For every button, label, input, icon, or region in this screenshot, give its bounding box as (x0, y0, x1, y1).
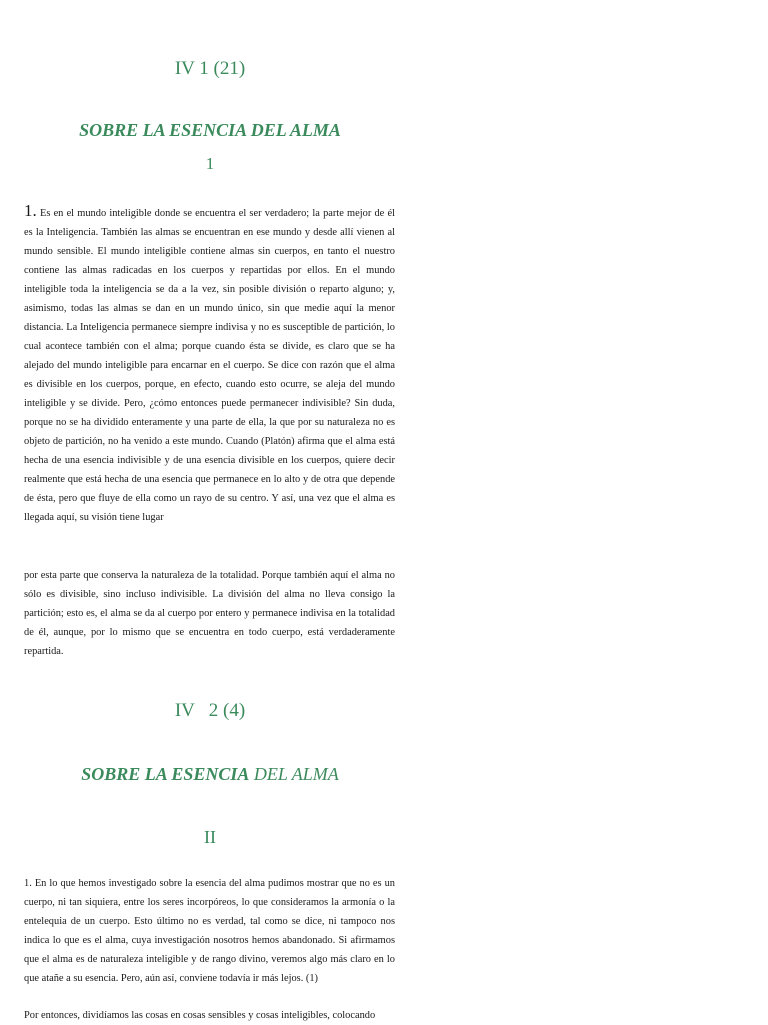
paragraph-marker: 1. (24, 878, 32, 889)
section2-title-rest: DEL ALMA (249, 764, 339, 784)
section2-title-bold: SOBRE LA ESENCIA (81, 764, 250, 784)
section1-paragraph-1 (24, 201, 395, 527)
section2-paragraph-1 (24, 874, 395, 988)
paragraph-text: Es en el mundo inteligible donde se encuentra el ser verdadero; la parte mejor de él es la Inteligencia. También las almas se encuentran en ese mundo y desde allí vienen al mundo sensible. El mundo inteligible contiene almas sin cuerpos, en tanto el nuestro contiene las almas radicadas en los cuerpos y repartidas por ellos. En el mundo inteligible toda la inteligencia se da a la vez, sin posible división o reparto alguno; y, asimismo, todas las almas se dan en un mundo único, sin que medie aquí la menor distancia. La Inteligencia permanece siempre indivisa y no es susceptible de partición, lo cual acontece también con el alma; porque cuando ésta se divide, es claro que se ha alejado del mundo inteligible para encarnar en el cuerpo. Se dice con razón que el alma es divisible en los cuerpos, porque, en efecto, cuando esto ocurre, se aleja del mundo inteligible y se divide. Pero, ¿cómo entonces puede permanecer indivisible? Sin duda, porque no se ha dividido enteramente y una parte de ella, la que por su naturaleza no es objeto de partición, no ha venido a este mundo. Cuando (Platón) afirma que el alma está hecha de una esencia indivisible y de una esencia divisible en los cuerpos, quiere decir realmente que está hecha de una esencia que permanece en lo alto y de otra que depende de ésta, pero que fluye de ella como un rayo de su centro. Y así, una vez que el alma es llegada aquí, su visión tiene lugar (24, 208, 395, 523)
section2-title (0, 764, 420, 785)
section1-paragraph-2: por esta parte que conserva la naturaleza de la totalidad. Porque también aquí el alma no sólo es divisible, sino incluso indivisible. La división del alma no lleva consigo la partición; esto es, el alma se da al cuerpo por entero y permanece indivisa en la totalidad de él, aunque, por lo mismo que se encuentra en todo cuerpo, está verdaderamente repartida. (24, 570, 395, 657)
section1-title: SOBRE LA ESENCIA DEL ALMA (79, 120, 341, 140)
paragraph-text: En lo que hemos investigado sobre la esencia del alma pudimos mostrar que no es un cuerpo, ni tan siquiera, entre los seres incorpóreos, lo que consideramos la armonía o la entelequia de un cuerpo. Esto último no es verdad, tal como se dice, ni tampoco nos indica lo que es el alma, cuya investigación nosotros hemos abandonado. Si afirmamos que el alma es de naturaleza inteligible y de rango divino, veremos algo más claro en lo que atañe a su esencia. Pero, aún así, conviene todavía ir más lejos. (1) (24, 878, 395, 984)
section1-reference: IV 1 (21) (174, 58, 246, 79)
paragraph-marker: 1. (24, 201, 37, 220)
section2-paragraph-2: Por entonces, dividíamos las cosas en cosas sensibles y cosas inteligibles, colocando (24, 1010, 376, 1021)
section1-number: 1 (205, 154, 215, 173)
section2-number: II (204, 827, 216, 847)
section2-reference: IV 2 (4) (174, 700, 246, 721)
